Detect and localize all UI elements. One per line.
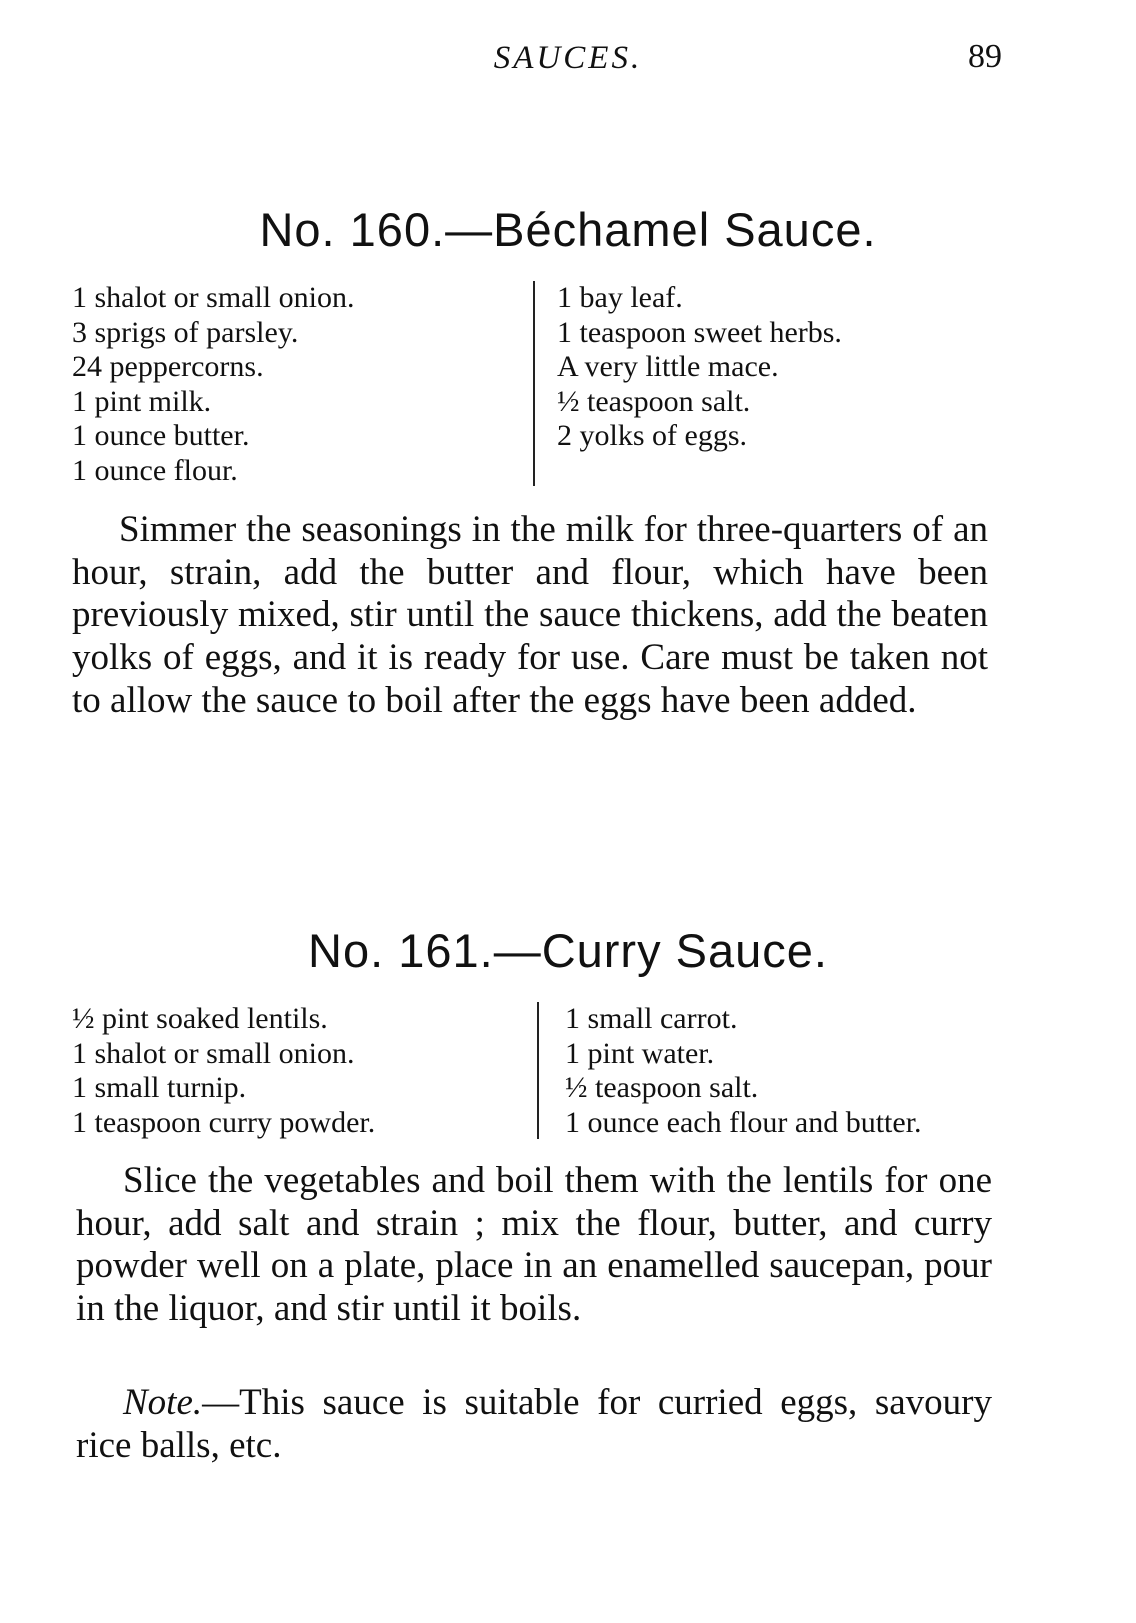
ingredient-item: 1 teaspoon sweet herbs. [557, 315, 842, 349]
recipe-title-161: No. 161.—Curry Sauce. [308, 924, 828, 977]
recipe-title-160: No. 160.—Béchamel Sauce. [259, 203, 877, 256]
ingredient-item: 1 small turnip. [72, 1071, 247, 1104]
ingredient-item: 1 teaspoon curry powder. [72, 1105, 376, 1139]
method-paragraph-160: Simmer the seasonings in the milk for three-quarters of an hour, strain, add the butter and flour, which have been previously mixed, stir until the sauce thickens, add the beaten yolks of eggs, and it is ready for use. Care must be taken not to allow the sauce to boil after the eggs have been added. [72, 509, 988, 721]
method-paragraph-161: Slice the vegetables and boil them with the lentils for one hour, add salt and strain ; mix the flour, butter, and curry powder well on a plate, place in an enamelled saucepan, pour in the liquor, and stir until it boils. [76, 1160, 992, 1330]
ingredient-item: 1 pint milk. [72, 384, 212, 418]
ingredient-item: 24 peppercorns. [72, 350, 264, 383]
ingredient-item: ½ pint soaked lentils. [72, 1002, 328, 1035]
page-number: 89 [968, 38, 1002, 75]
ingredient-item: 1 shalot or small onion. [72, 1036, 355, 1070]
ingredient-item: 1 bay leaf. [557, 281, 683, 314]
ingredient-item: A very little mace. [557, 350, 779, 383]
ingredient-item: 1 shalot or small onion. [72, 281, 355, 314]
ingredient-item: 1 pint water. [565, 1036, 715, 1070]
ingredient-item: 3 sprigs of parsley. [72, 315, 299, 349]
ingredient-item: 2 yolks of eggs. [557, 419, 747, 452]
ingredients-left-161 [72, 1002, 375, 1140]
ingredients-right-160 [533, 281, 842, 486]
ingredient-item: 1 ounce flour. [72, 453, 238, 487]
ingredients-left-160 [72, 281, 354, 488]
ingredient-item: 1 ounce each flour and butter. [565, 1105, 922, 1139]
note-label: Note. [123, 1382, 203, 1423]
running-head: SAUCES. [493, 40, 643, 76]
note-paragraph-161 [76, 1382, 992, 1467]
ingredient-item: 1 ounce butter. [72, 419, 250, 452]
ingredient-item: 1 small carrot. [565, 1002, 738, 1035]
ingredient-item: ½ teaspoon salt. [565, 1071, 759, 1104]
ingredients-right-161 [537, 1002, 922, 1139]
ingredient-item: ½ teaspoon salt. [557, 384, 751, 418]
note-text: —This sauce is suitable for curried eggs, savoury rice balls, etc. [76, 1382, 992, 1466]
